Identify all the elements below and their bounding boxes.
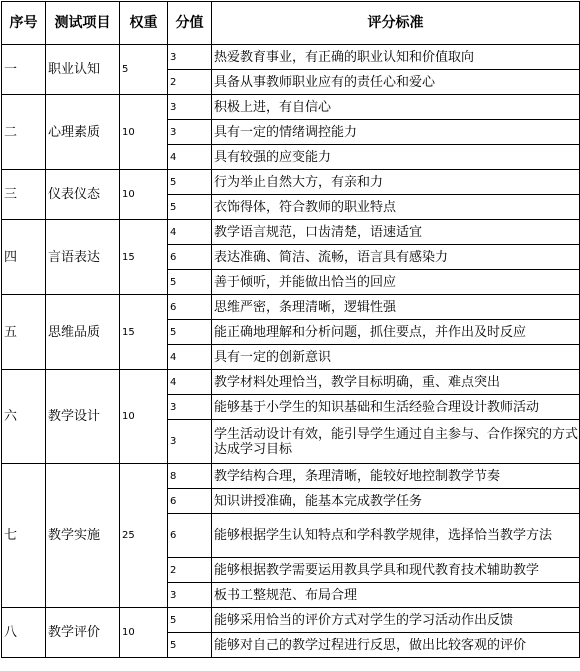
table-row <box>2 295 580 320</box>
header-row <box>2 2 580 45</box>
group-no: 三 <box>2 170 46 220</box>
row-criteria: 知识讲授准确，能基本完成教学任务 <box>212 489 580 514</box>
table-row <box>2 220 580 245</box>
row-score: 4 <box>168 145 212 170</box>
group-no: 六 <box>2 370 46 464</box>
row-criteria: 行为举止自然大方，有亲和力 <box>212 170 580 195</box>
group-no: 八 <box>2 608 46 658</box>
group-item: 思维品质 <box>46 295 120 370</box>
group-item: 职业认知 <box>46 45 120 95</box>
row-score: 5 <box>168 270 212 295</box>
row-score: 2 <box>168 70 212 95</box>
row-score: 2 <box>168 558 212 583</box>
header-score: 分值 <box>168 2 212 45</box>
group-item: 教学实施 <box>46 464 120 608</box>
row-score: 4 <box>168 220 212 245</box>
group-weight: 10 <box>120 95 168 170</box>
group-item: 心理素质 <box>46 95 120 170</box>
row-score: 3 <box>168 95 212 120</box>
row-criteria: 具有一定的情绪调控能力 <box>212 120 580 145</box>
row-criteria: 衣饰得体，符合教师的职业特点 <box>212 195 580 220</box>
group-weight: 10 <box>120 608 168 658</box>
row-criteria: 具有一定的创新意识 <box>212 345 580 370</box>
group-no: 五 <box>2 295 46 370</box>
group-item: 教学设计 <box>46 370 120 464</box>
row-criteria: 能正确地理解和分析问题，抓住要点，并作出及时反应 <box>212 320 580 345</box>
row-criteria: 热爱教育事业，有正确的职业认知和价值取向 <box>212 45 580 70</box>
scoring-rubric-table <box>1 1 580 658</box>
row-criteria: 善于倾听，并能做出恰当的回应 <box>212 270 580 295</box>
table-row <box>2 370 580 395</box>
table-row <box>2 170 580 195</box>
group-no: 二 <box>2 95 46 170</box>
row-criteria: 思维严密，条理清晰，逻辑性强 <box>212 295 580 320</box>
row-criteria: 表达准确、简洁、流畅，语言具有感染力 <box>212 245 580 270</box>
row-criteria: 能够采用恰当的评价方式对学生的学习活动作出反馈 <box>212 608 580 633</box>
group-weight: 15 <box>120 295 168 370</box>
row-score: 8 <box>168 464 212 489</box>
row-score: 5 <box>168 320 212 345</box>
group-item: 仪表仪态 <box>46 170 120 220</box>
row-criteria: 能够对自己的教学过程进行反思，做出比较客观的评价 <box>212 633 580 658</box>
row-score: 5 <box>168 608 212 633</box>
row-score: 6 <box>168 489 212 514</box>
row-score: 4 <box>168 345 212 370</box>
row-score: 5 <box>168 170 212 195</box>
row-criteria: 能够基于小学生的知识基础和生活经验合理设计教师活动 <box>212 395 580 420</box>
row-score: 5 <box>168 633 212 658</box>
row-score: 6 <box>168 245 212 270</box>
table-row <box>2 45 580 70</box>
group-weight: 25 <box>120 464 168 608</box>
group-no: 一 <box>2 45 46 95</box>
header-weight: 权重 <box>120 2 168 45</box>
row-score: 5 <box>168 195 212 220</box>
group-weight: 15 <box>120 220 168 295</box>
group-item: 言语表达 <box>46 220 120 295</box>
row-criteria: 具有较强的应变能力 <box>212 145 580 170</box>
row-score: 3 <box>168 583 212 608</box>
header-item: 测试项目 <box>46 2 120 45</box>
row-score: 3 <box>168 120 212 145</box>
header-criteria: 评分标准 <box>212 2 580 45</box>
row-criteria: 能够根据教学需要运用教具学具和现代教育技术辅助教学 <box>212 558 580 583</box>
row-criteria: 能够根据学生认知特点和学科教学规律，选择恰当教学方法 <box>212 514 580 558</box>
group-weight: 10 <box>120 370 168 464</box>
group-no: 七 <box>2 464 46 608</box>
header-no: 序号 <box>2 2 46 45</box>
row-score: 4 <box>168 370 212 395</box>
row-criteria: 具备从事教师职业应有的责任心和爱心 <box>212 70 580 95</box>
table-row <box>2 608 580 633</box>
row-criteria: 教学语言规范，口齿清楚，语速适宜 <box>212 220 580 245</box>
group-weight: 10 <box>120 170 168 220</box>
row-score: 3 <box>168 45 212 70</box>
group-no: 四 <box>2 220 46 295</box>
row-criteria: 教学材料处理恰当，教学目标明确，重、难点突出 <box>212 370 580 395</box>
row-score: 6 <box>168 295 212 320</box>
table-row <box>2 95 580 120</box>
row-criteria: 板书工整规范、布局合理 <box>212 583 580 608</box>
table-row <box>2 464 580 489</box>
row-criteria: 积极上进，有自信心 <box>212 95 580 120</box>
row-criteria: 学生活动设计有效，能引导学生通过自主参与、合作探究的方式达成学习目标 <box>212 420 580 464</box>
row-criteria: 教学结构合理，条理清晰，能较好地控制教学节奏 <box>212 464 580 489</box>
row-score: 3 <box>168 420 212 464</box>
group-item: 教学评价 <box>46 608 120 658</box>
group-weight: 5 <box>120 45 168 95</box>
row-score: 3 <box>168 395 212 420</box>
row-score: 6 <box>168 514 212 558</box>
